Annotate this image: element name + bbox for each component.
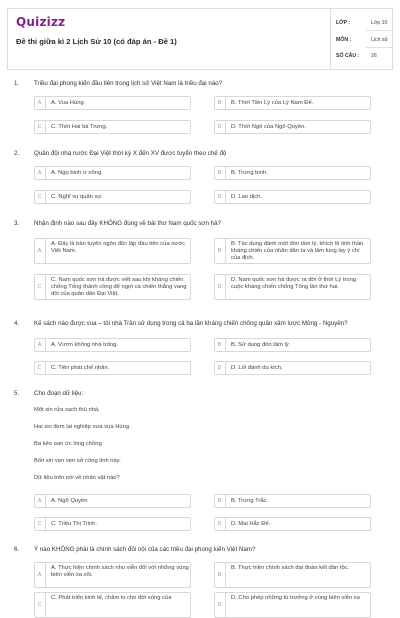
option-letter: D [214,517,226,531]
option-letter: B [214,338,226,352]
meta-count [336,48,392,66]
question-text: Nhận định nào sau đây KHÔNG đúng về bài thơ Nam quốc sơn hà? [34,220,221,227]
question-text: Triều đại phong kiến đầu tiên trong lịch sử Việt Nam là triều đại nào? [34,80,223,87]
question-text: Cho đoạn dữ liệu: [34,390,84,397]
meta-class [336,15,392,33]
option-text: C. Thời Hai bà Trưng. [51,124,108,130]
option-letter: A [34,562,46,588]
option-letter: C [34,517,46,531]
passage-line: Ba kẻo oan ức lòng chồng [34,441,102,447]
option-text: C. Nghĩ vụ quân sự. [51,194,103,200]
option-letter: A [34,238,46,264]
option-text: B. Sử dụng đòn tâm lý. [231,342,291,348]
option-letter: B [214,166,226,180]
option-text: C. Triệu Thị Trinh. [51,521,97,527]
meta-subject-label: MÔN : [336,37,352,43]
option-text: B. Trưng binh. [231,170,268,176]
option-text: A. Vườn không nhà trống. [51,342,118,348]
option-letter: C [34,274,46,300]
question-text: Kế sách nào được vua – tôi nhà Trần sử dụng trong cả ba lần kháng chiến chống quân xâm lược Mông - Nguyên? [34,320,348,327]
option-letter: D [214,190,226,204]
option-letter: D [214,592,226,618]
option-text: D. Thời Ngô của Ngô Quyền. [231,124,306,130]
option-text: D. Lối đánh du kích. [231,365,283,371]
question-number: 1. [14,80,20,87]
option-letter: D [214,361,226,375]
option-letter: B [214,494,226,508]
question-number: 6. [14,546,20,553]
passage-line: Bốn xin vẹn vẹn sở công lình này. [34,458,121,464]
option-text: D. Mai Hắc Đế. [231,521,271,527]
option-text: A. Thực hiện chính sách nhu viễn đối với những vùng biên viễn xa xôi. [51,565,189,578]
question-number: 4. [14,320,20,327]
option-letter: B [214,562,226,588]
passage-line: Một xin rửa sạch thù nhà, [34,407,100,413]
meta-subject-value: Lịch sử [371,37,389,43]
option-letter: A [34,96,46,110]
option-text: C. Tiên phát chế nhân. [51,365,110,371]
option-text: D. Cho phép những tù trưởng ở vùng biên viễn xa [231,595,360,601]
option-text: A. Vua Hùng. [51,100,86,106]
meta-divider [330,9,331,69]
question-number: 3. [14,220,20,227]
document-header [7,8,393,70]
option-text: B. Tác dụng đánh một đòn tâm lý, khích lệ tinh thần kháng chiến của nhân dân ta và làm lung lay ý chí của địch. [231,241,364,261]
option-text: C. Phát triển kinh tế, chăm lo cho đời sống của [51,595,172,601]
meta-count-label: SỐ CÂU : [336,53,360,59]
option-letter: C [34,592,46,618]
document-title: Đề thi giữa kì 2 Lịch Sử 10 (có đáp án - Đề 1) [16,37,177,46]
passage-line: Hai xin đem lại nghiệp xưa vua Hùng [34,424,130,430]
passage-line: Dữ liệu trên nói về nhân vật nào? [34,475,120,481]
option-text: A. Đây là bản tuyên ngôn độc lập đầu tiên của nước Việt Nam. [51,241,186,254]
option-text: B. Thời Tiền Lý của Lý Nam Đế. [231,100,314,106]
option-letter: B [214,96,226,110]
option-letter: D [214,274,226,300]
question-text: Ý nào KHÔNG phải là chính sách đối nội của các triều đại phong kiến Việt Nam? [34,546,256,553]
option-letter: A [34,166,46,180]
option-letter: C [34,120,46,134]
option-text: C. Nam quốc sơn hà được viết sau khi kháng chiến chống Tống thành công để ngợi ca chiến thắng vang dội của quân dân Đại Việt. [51,277,187,297]
option-text: A. Ngụ binh ư nông. [51,170,103,176]
option-text: A. Ngô Quyền [51,498,88,504]
option-text: B. Trưng Trắc. [231,498,269,504]
option-text: D. Nam quốc sơn hà được ra đời ở thời Lý trong cuộc kháng chiến chống Tống lần thứ hai. [231,277,357,290]
option-text: D. Lao dịch. [231,194,262,200]
option-letter: D [214,120,226,134]
quizizz-logo: Quizizz [16,15,66,29]
option-letter: C [34,190,46,204]
question-number: 5. [14,390,20,397]
meta-count-value: 26 [371,53,377,59]
question-text: Quân đội nhà nước Đại Việt thời kỳ X đến XV được tuyển theo chế độ [34,150,227,157]
option-letter: B [214,238,226,264]
meta-class-label: LỚP : [336,20,351,26]
option-letter: A [34,494,46,508]
meta-class-value: Lớp 10 [371,20,388,26]
question-number: 2. [14,150,20,157]
option-text: B. Thực hiện chính sách đại đoàn kết dân tộc. [231,565,350,571]
option-letter: C [34,361,46,375]
option-letter: A [34,338,46,352]
